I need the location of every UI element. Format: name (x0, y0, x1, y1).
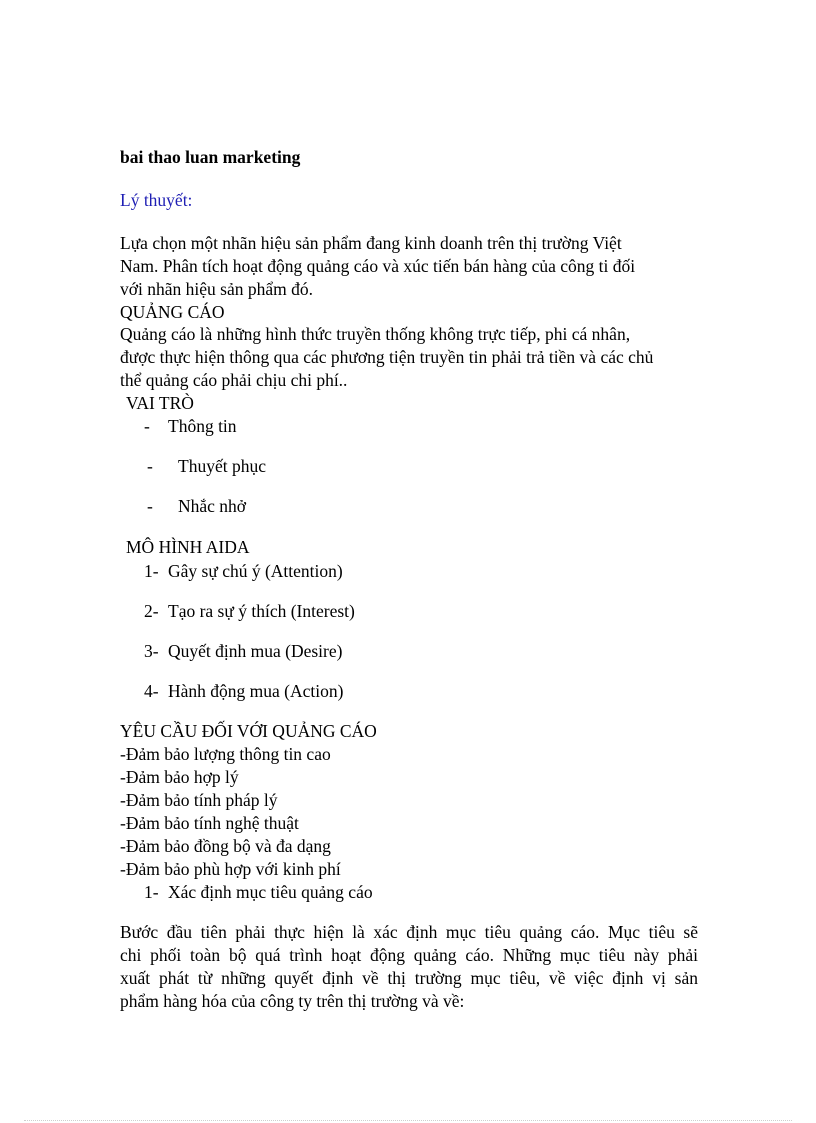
aida-item: Quyết định mua (Desire) (168, 641, 343, 661)
step1-paragraph-line: chi phối toàn bộ quá trình hoạt động quảng cáo. Những mục tiêu này phải (120, 945, 698, 965)
role-bullet: - (144, 416, 150, 436)
requirement-item: -Đảm bảo phù hợp với kinh phí (120, 859, 341, 879)
ads-definition-line: thể quảng cáo phải chịu chi phí.. (120, 370, 348, 390)
aida-number: 2- (144, 601, 159, 621)
role-bullet: - (147, 456, 153, 476)
ads-definition-line: Quảng cáo là những hình thức truyền thống không trực tiếp, phi cá nhân, (120, 324, 631, 344)
document-title: bai thao luan marketing (120, 147, 301, 167)
section-heading-roles: VAI TRÒ (126, 393, 194, 413)
section-heading-ads: QUẢNG CÁO (120, 302, 225, 322)
step-number: 1- (144, 882, 159, 902)
page-bottom-rule (24, 1120, 792, 1121)
requirement-item: -Đảm bảo hợp lý (120, 767, 239, 787)
requirement-item: -Đảm bảo đồng bộ và đa dạng (120, 836, 331, 856)
section-heading-aida: MÔ HÌNH AIDA (126, 537, 250, 557)
role-item: Thông tin (168, 416, 237, 436)
requirement-item: -Đảm bảo lượng thông tin cao (120, 744, 331, 764)
aida-number: 3- (144, 641, 159, 661)
step1-paragraph-line: phẩm hàng hóa của công ty trên thị trường và về: (120, 991, 465, 1011)
requirement-item: -Đảm bảo tính pháp lý (120, 790, 278, 810)
intro-line: với nhãn hiệu sản phẩm đó. (120, 279, 313, 299)
requirement-item: -Đảm bảo tính nghệ thuật (120, 813, 299, 833)
aida-item: Gây sự chú ý (Attention) (168, 561, 343, 581)
aida-number: 1- (144, 561, 159, 581)
step1-paragraph-line: Bước đầu tiên phải thực hiện là xác định mục tiêu quảng cáo. Mục tiêu sẽ (120, 922, 698, 942)
ads-definition-line: được thực hiện thông qua các phương tiện truyền tin phải trả tiền và các chủ (120, 347, 654, 367)
step-title: Xác định mục tiêu quảng cáo (168, 882, 373, 902)
aida-item: Hành động mua (Action) (168, 681, 344, 701)
intro-line: Lựa chọn một nhãn hiệu sản phẩm đang kinh doanh trên thị trường Việt (120, 233, 622, 253)
step1-paragraph-line: xuất phát từ những quyết định về thị trường mục tiêu, về việc định vị sản (120, 968, 698, 988)
aida-item: Tạo ra sự ý thích (Interest) (168, 601, 355, 621)
section-heading-requirements: YÊU CẦU ĐỐI VỚI QUẢNG CÁO (120, 721, 377, 741)
role-item: Nhắc nhở (178, 496, 247, 516)
role-item: Thuyết phục (178, 456, 266, 476)
role-bullet: - (147, 496, 153, 516)
intro-line: Nam. Phân tích hoạt động quảng cáo và xúc tiến bán hàng của công ti đối (120, 256, 636, 276)
theory-heading: Lý thuyết: (120, 190, 193, 210)
aida-number: 4- (144, 681, 159, 701)
